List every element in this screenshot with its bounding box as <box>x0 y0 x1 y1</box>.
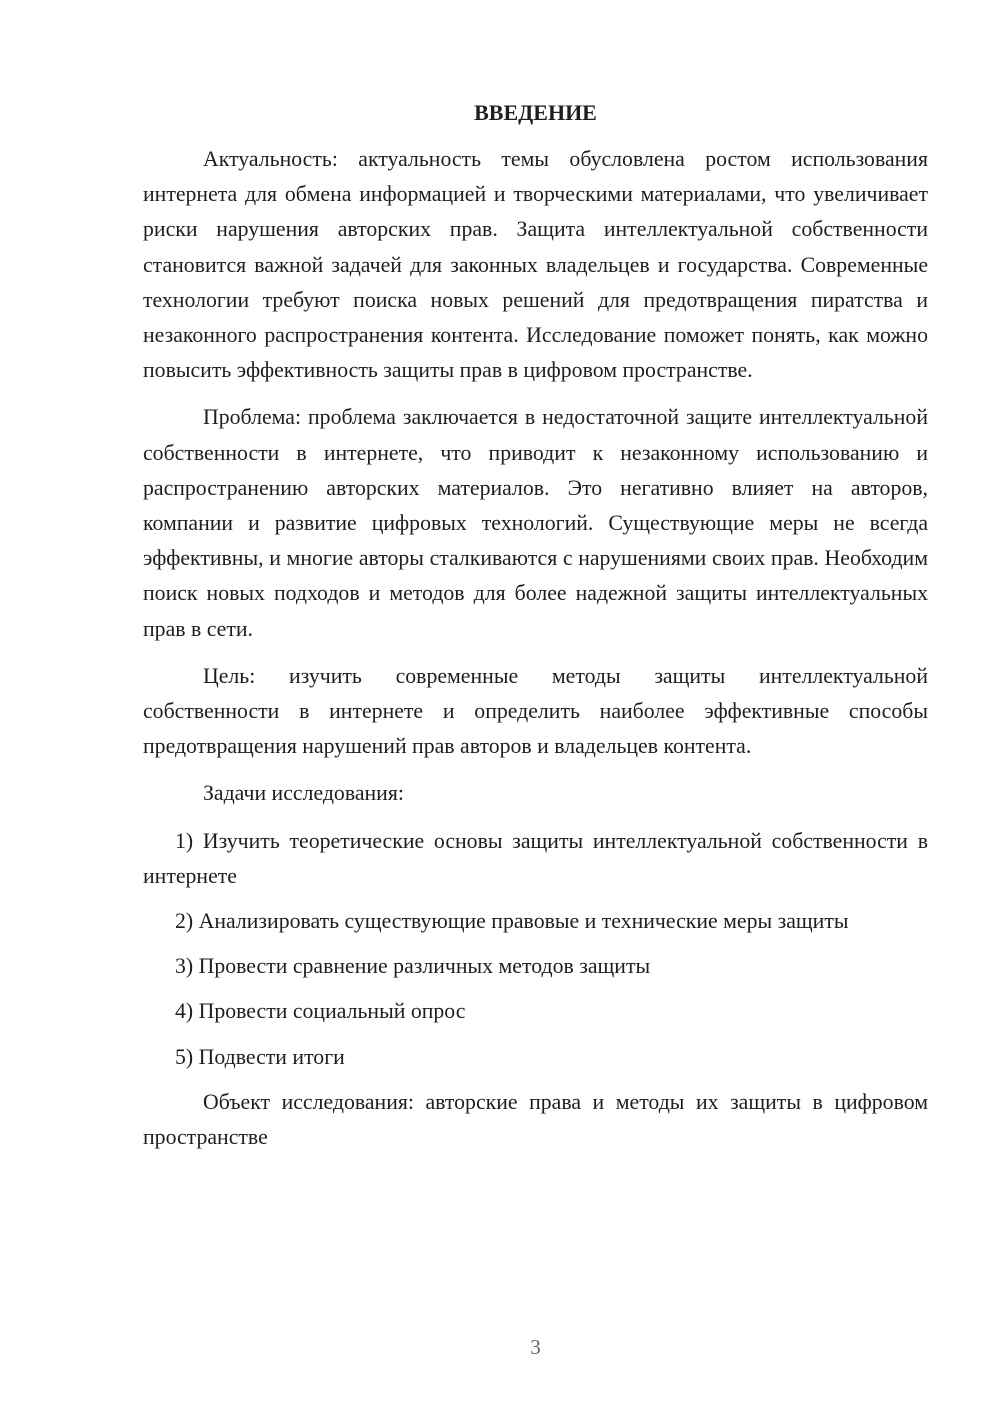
document-body <box>143 142 928 1167</box>
list-item-task-5: 5) Подвести итоги <box>175 1044 345 1069</box>
paragraph-goal: Цель: изучить современные методы защиты интеллектуальной собственности в интернете и определить наиболее эффективные способы предотвращения нарушений прав авторов и владельцев контента. <box>143 663 928 759</box>
paragraph-tasks-heading: Задачи исследования: <box>203 781 404 806</box>
page-title: ВВЕДЕНИЕ <box>474 100 597 125</box>
document-page <box>143 0 928 1414</box>
list-item-task-3: 3) Провести сравнение различных методов защиты <box>175 954 651 979</box>
list-item-task-4: 4) Провести социальный опрос <box>175 999 466 1024</box>
paragraph-research-object: Объект исследования: авторские права и методы их защиты в цифровом пространстве <box>143 1089 928 1150</box>
paragraph-relevance: Актуальность: актуальность темы обусловлена ростом использования интернета для обмена информацией и творческими материалами, что увеличивает риски нарушения авторских прав. Защита интеллектуальной собственности становится важной задачей для законных владельцев и государства. Современные технологии требуют поиска новых решений для предотвращения пиратства и незаконного распространения контента. Исследование поможет понять, как можно повысить эффективность защиты прав в цифровом пространстве. <box>143 147 928 383</box>
list-item-task-2: 2) Анализировать существующие правовые и технические меры защиты <box>175 909 849 934</box>
page-number: 3 <box>530 1335 541 1359</box>
paragraph-problem: Проблема: проблема заключается в недостаточной защите интеллектуальной собственности в интернете, что приводит к незаконному использованию и распространению авторских материалов. Это негативно влияет на авторов, компании и развитие цифровых технологий. Существующие меры не всегда эффективны, и многие авторы сталкиваются с нарушениями своих прав. Необходим поиск новых подходов и методов для более надежной защиты интеллектуальных прав в сети. <box>143 405 928 641</box>
list-item-task-1: 1) Изучить теоретические основы защиты интеллектуальной собственности в интернете <box>143 828 928 888</box>
